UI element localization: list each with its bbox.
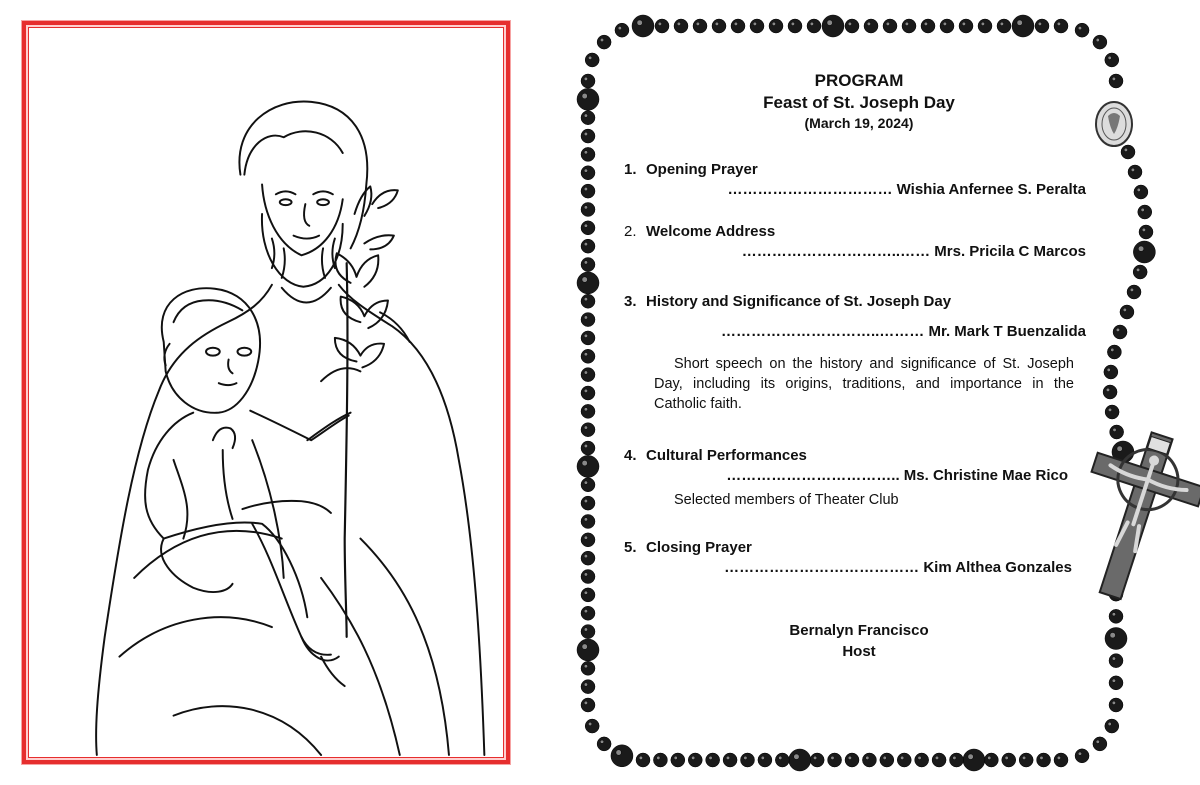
bead-highlight [827,20,833,26]
bead-highlight [1038,22,1042,26]
bead-highlight [584,609,588,613]
bead-highlight [639,756,643,760]
bead-highlight [981,22,985,26]
rosary-bead [862,753,876,767]
bead-highlight [584,536,588,540]
bead-highlight [900,756,904,760]
bead-highlight [584,371,588,375]
rosary-bead [706,753,720,767]
bead-highlight [726,756,730,760]
bead-highlight [674,756,678,760]
bead-highlight [691,756,695,760]
bead-highlight [1108,722,1112,726]
bead-highlight [1108,408,1112,412]
bead-highlight [1124,148,1128,152]
bead-highlight [866,756,870,760]
bead-highlight [1096,38,1100,42]
rosary-bead [597,737,611,751]
rosary-bead [1109,74,1123,88]
rosary-bead [932,753,946,767]
bead-highlight [791,22,795,26]
rosary-bead [1105,53,1119,67]
bead-highlight [584,554,588,558]
bead-highlight [584,683,588,687]
item-person: Ms. Christine Mae Rico [903,467,1068,484]
item-person: Wishia Anfernee S. Peralta [896,181,1086,198]
bead-highlight [588,722,592,726]
bead-highlight [584,114,588,118]
rosary-bead [581,184,595,198]
rosary-bead [653,753,667,767]
program-item [624,446,1086,510]
program-title: PROGRAM [814,71,904,90]
bead-highlight [588,56,592,60]
bead-highlight [848,756,852,760]
bead-highlight [584,224,588,228]
bead-highlight [1096,740,1100,744]
bead-highlight [582,93,588,99]
bead-highlight [584,408,588,412]
rosary-bead [577,639,599,661]
item-number: 3. [624,293,637,310]
bead-highlight [584,132,588,136]
rosary-bead [581,349,595,363]
program-item [624,160,1086,200]
bead-highlight [1108,56,1112,60]
rosary-bead [577,88,599,110]
item-title: Opening Prayer [646,161,758,178]
rosary-bead [1109,609,1123,623]
bead-highlight [924,22,928,26]
rosary-bead [1103,385,1117,399]
bead-highlight [1110,632,1116,638]
rosary-bead [1133,265,1147,279]
rosary-bead [581,111,595,125]
rosary-bead [577,272,599,294]
bead-highlight [658,22,662,26]
bead-highlight [584,352,588,356]
bead-highlight [1078,752,1082,756]
bead-highlight [883,756,887,760]
bead-highlight [584,591,588,595]
item-title: Cultural Performances [646,447,807,464]
bead-highlight [886,22,890,26]
bead-highlight [968,754,974,760]
bead-highlight [1022,756,1026,760]
bead-highlight [905,22,909,26]
item-title: Welcome Address [646,223,776,240]
rosary-bead [693,19,707,33]
rosary-bead [581,258,595,272]
rosary-bead [581,386,595,400]
host-name: Bernalyn Francisco [789,622,929,639]
rosary-bead [1110,425,1124,439]
rosary-bead [581,551,595,565]
bead-highlight [1112,77,1116,81]
rosary-bead [1002,753,1016,767]
rosary-bead [581,606,595,620]
rosary-bead [1105,719,1119,733]
rosary-bead [581,514,595,528]
program-item [624,222,1086,262]
bead-highlight [657,756,661,760]
host-block [624,620,1094,662]
rosary-bead [674,19,688,33]
bead-highlight [637,20,643,26]
rosary-bead [984,753,998,767]
rosary-bead [581,423,595,437]
bead-highlight [584,261,588,265]
item-number: 5. [624,539,637,556]
rosary-bead [581,478,595,492]
rosary-bead [1075,749,1089,763]
rosary-bead [950,753,964,767]
item-person: Mr. Mark T Buenzalida [928,323,1086,340]
rosary-bead [845,753,859,767]
bead-highlight [600,38,604,42]
bead-highlight [584,334,588,338]
rosary-bead [636,753,650,767]
bead-highlight [813,756,817,760]
bead-highlight [584,297,588,301]
bead-highlight [1130,288,1134,292]
bead-highlight [584,481,588,485]
bead-highlight [1000,22,1004,26]
bead-highlight [582,460,588,466]
program-content [624,70,1094,660]
bead-highlight [584,77,588,81]
program-date: (March 19, 2024) [804,115,914,131]
bead-highlight [584,573,588,577]
rosary-bead [655,19,669,33]
rosary-bead [902,19,916,33]
rosary-bead [1109,654,1123,668]
bead-highlight [962,22,966,26]
bead-highlight [848,22,852,26]
bead-highlight [1057,756,1061,760]
bead-highlight [794,754,800,760]
rosary-bead [581,294,595,308]
bead-highlight [582,644,588,650]
illustration-frame [22,21,510,764]
rosary-bead [581,239,595,253]
rosary-bead [822,15,844,37]
rosary-bead [997,19,1011,33]
rosary-bead [1075,23,1089,37]
bead-highlight [1131,168,1135,172]
bead-highlight [761,756,765,760]
leader-dots: ………………………………… [724,559,924,576]
rosary-bead [769,19,783,33]
bead-highlight [1040,756,1044,760]
rosary-bead [788,19,802,33]
rosary-bead [1104,365,1118,379]
item-person: Mrs. Pricila C Marcos [934,243,1086,260]
bead-highlight [616,750,622,756]
rosary-bead [723,753,737,767]
rosary-bead [828,753,842,767]
rosary-bead [1121,145,1135,159]
bead-highlight [584,242,588,246]
rosary-bead [581,533,595,547]
bead-highlight [744,756,748,760]
rosary-bead [581,202,595,216]
bead-highlight [867,22,871,26]
rosary-bead [1133,241,1155,263]
rosary-bead [581,496,595,510]
bead-highlight [1057,22,1061,26]
bead-highlight [987,756,991,760]
st-joseph-illustration [26,25,506,760]
bead-highlight [582,277,588,283]
rosary-bead [731,19,745,33]
bead-highlight [584,389,588,393]
bead-highlight [1137,188,1141,192]
rosary-bead [597,35,611,49]
bead-highlight [772,22,776,26]
rosary-bead [585,53,599,67]
rosary-bead [1035,19,1049,33]
rosary-bead [1109,698,1123,712]
rosary-bead [581,368,595,382]
rosary-bead [880,753,894,767]
rosary-bead [581,625,595,639]
rosary-bead [1012,15,1034,37]
rosary-bead [581,221,595,235]
rosary-bead [963,749,985,771]
rosary-bead [577,455,599,477]
rosary-bead [1093,35,1107,49]
bead-highlight [1112,657,1116,661]
bead-highlight [584,206,588,210]
bead-highlight [584,151,588,155]
bead-highlight [1106,388,1110,392]
bead-highlight [943,22,947,26]
rosary-bead [581,661,595,675]
bead-highlight [1112,679,1116,683]
rosary-bead [883,19,897,33]
rosary-bead [581,74,595,88]
bead-highlight [584,444,588,448]
rosary-bead [978,19,992,33]
rosary-bead [1128,165,1142,179]
leader-dots: …………………………..…… [741,243,935,260]
bead-highlight [953,756,957,760]
bead-highlight [1005,756,1009,760]
rosary-bead [611,745,633,767]
bead-highlight [1111,348,1115,352]
rosary-bead [581,313,595,327]
rosary-bead [1054,753,1068,767]
rosary-bead [615,23,629,37]
rosary-bead [921,19,935,33]
program-panel [568,12,1200,785]
item-number: 1. [624,161,637,178]
rosary-bead [688,753,702,767]
item-note: Short speech on the history and significance of St. Joseph Day, including its origins, traditions, and importance in the Catholic faith. [654,356,1074,412]
bead-highlight [1113,428,1117,432]
rosary-bead [741,753,755,767]
program-header [624,70,1094,132]
item-note: Selected members of Theater Club [674,492,899,508]
rosary-bead [789,749,811,771]
rosary-bead [940,19,954,33]
rosary-bead [897,753,911,767]
bead-highlight [709,756,713,760]
rosary-bead [581,129,595,143]
rosary-bead [1138,205,1152,219]
bead-highlight [715,22,719,26]
bead-highlight [831,756,835,760]
rosary-bead [1107,345,1121,359]
bead-highlight [584,518,588,522]
rosary-bead [581,441,595,455]
rosary-bead [959,19,973,33]
program-subtitle: Feast of St. Joseph Day [763,93,955,112]
rosary-bead [807,19,821,33]
item-number: 4. [624,447,637,464]
rosary-bead [1113,325,1127,339]
rosary-bead [581,404,595,418]
rosary-bead [750,19,764,33]
rosary-bead [810,753,824,767]
bead-highlight [584,701,588,705]
rosary-bead [1037,753,1051,767]
rosary-bead [581,147,595,161]
rosary-bead [581,588,595,602]
rosary-bead [915,753,929,767]
rosary-bead [632,15,654,37]
bead-highlight [1138,246,1144,252]
rosary-bead [1093,737,1107,751]
rosary-bead [1105,405,1119,419]
bead-highlight [753,22,757,26]
rosary-bead [1120,305,1134,319]
rosary-bead [1019,753,1033,767]
leader-dots: …………………………..……… [720,323,929,340]
bead-highlight [1117,446,1123,452]
bead-highlight [1078,26,1082,30]
bead-highlight [1112,612,1116,616]
program-item [624,538,1086,578]
rosary-bead [1105,628,1127,650]
bead-highlight [1141,208,1145,212]
host-role: Host [842,643,876,660]
rosary-bead [845,19,859,33]
item-number: 2. [624,223,637,240]
bead-highlight [584,499,588,503]
bead-highlight [584,316,588,320]
rosary-bead [758,753,772,767]
item-title: History and Significance of St. Joseph Day [646,293,952,310]
rosary-bead [1139,225,1153,239]
rosary-bead [585,719,599,733]
item-title: Closing Prayer [646,539,752,556]
leader-dots: …………………………… [727,181,897,198]
rosary-bead [581,698,595,712]
rosary-bead [581,166,595,180]
bead-highlight [1136,268,1140,272]
bead-highlight [778,756,782,760]
bead-highlight [584,187,588,191]
leader-dots: …………………………….. [726,467,904,484]
rosary-bead [581,331,595,345]
rosary-bead [581,680,595,694]
bead-highlight [1017,20,1023,26]
bead-highlight [584,628,588,632]
bead-highlight [1116,328,1120,332]
rosary-bead [671,753,685,767]
rosary-bead [1054,19,1068,33]
rosary-bead [864,19,878,33]
bead-highlight [1112,701,1116,705]
rosary-bead [1109,676,1123,690]
bead-highlight [810,22,814,26]
rosary-bead [712,19,726,33]
rosary-bead [581,570,595,584]
bead-highlight [677,22,681,26]
item-person: Kim Althea Gonzales [923,559,1072,576]
bead-highlight [584,169,588,173]
bead-highlight [584,426,588,430]
bead-highlight [618,26,622,30]
bead-highlight [1107,368,1111,372]
rosary-bead [1127,285,1141,299]
bead-highlight [734,22,738,26]
bead-highlight [1142,228,1146,232]
medal-icon [1096,102,1132,146]
rosary-bead [1134,185,1148,199]
bead-highlight [1123,308,1127,312]
bead-highlight [584,664,588,668]
bead-highlight [696,22,700,26]
program-item [624,292,1086,414]
bead-highlight [918,756,922,760]
bead-highlight [935,756,939,760]
rosary-bead [775,753,789,767]
bead-highlight [600,740,604,744]
